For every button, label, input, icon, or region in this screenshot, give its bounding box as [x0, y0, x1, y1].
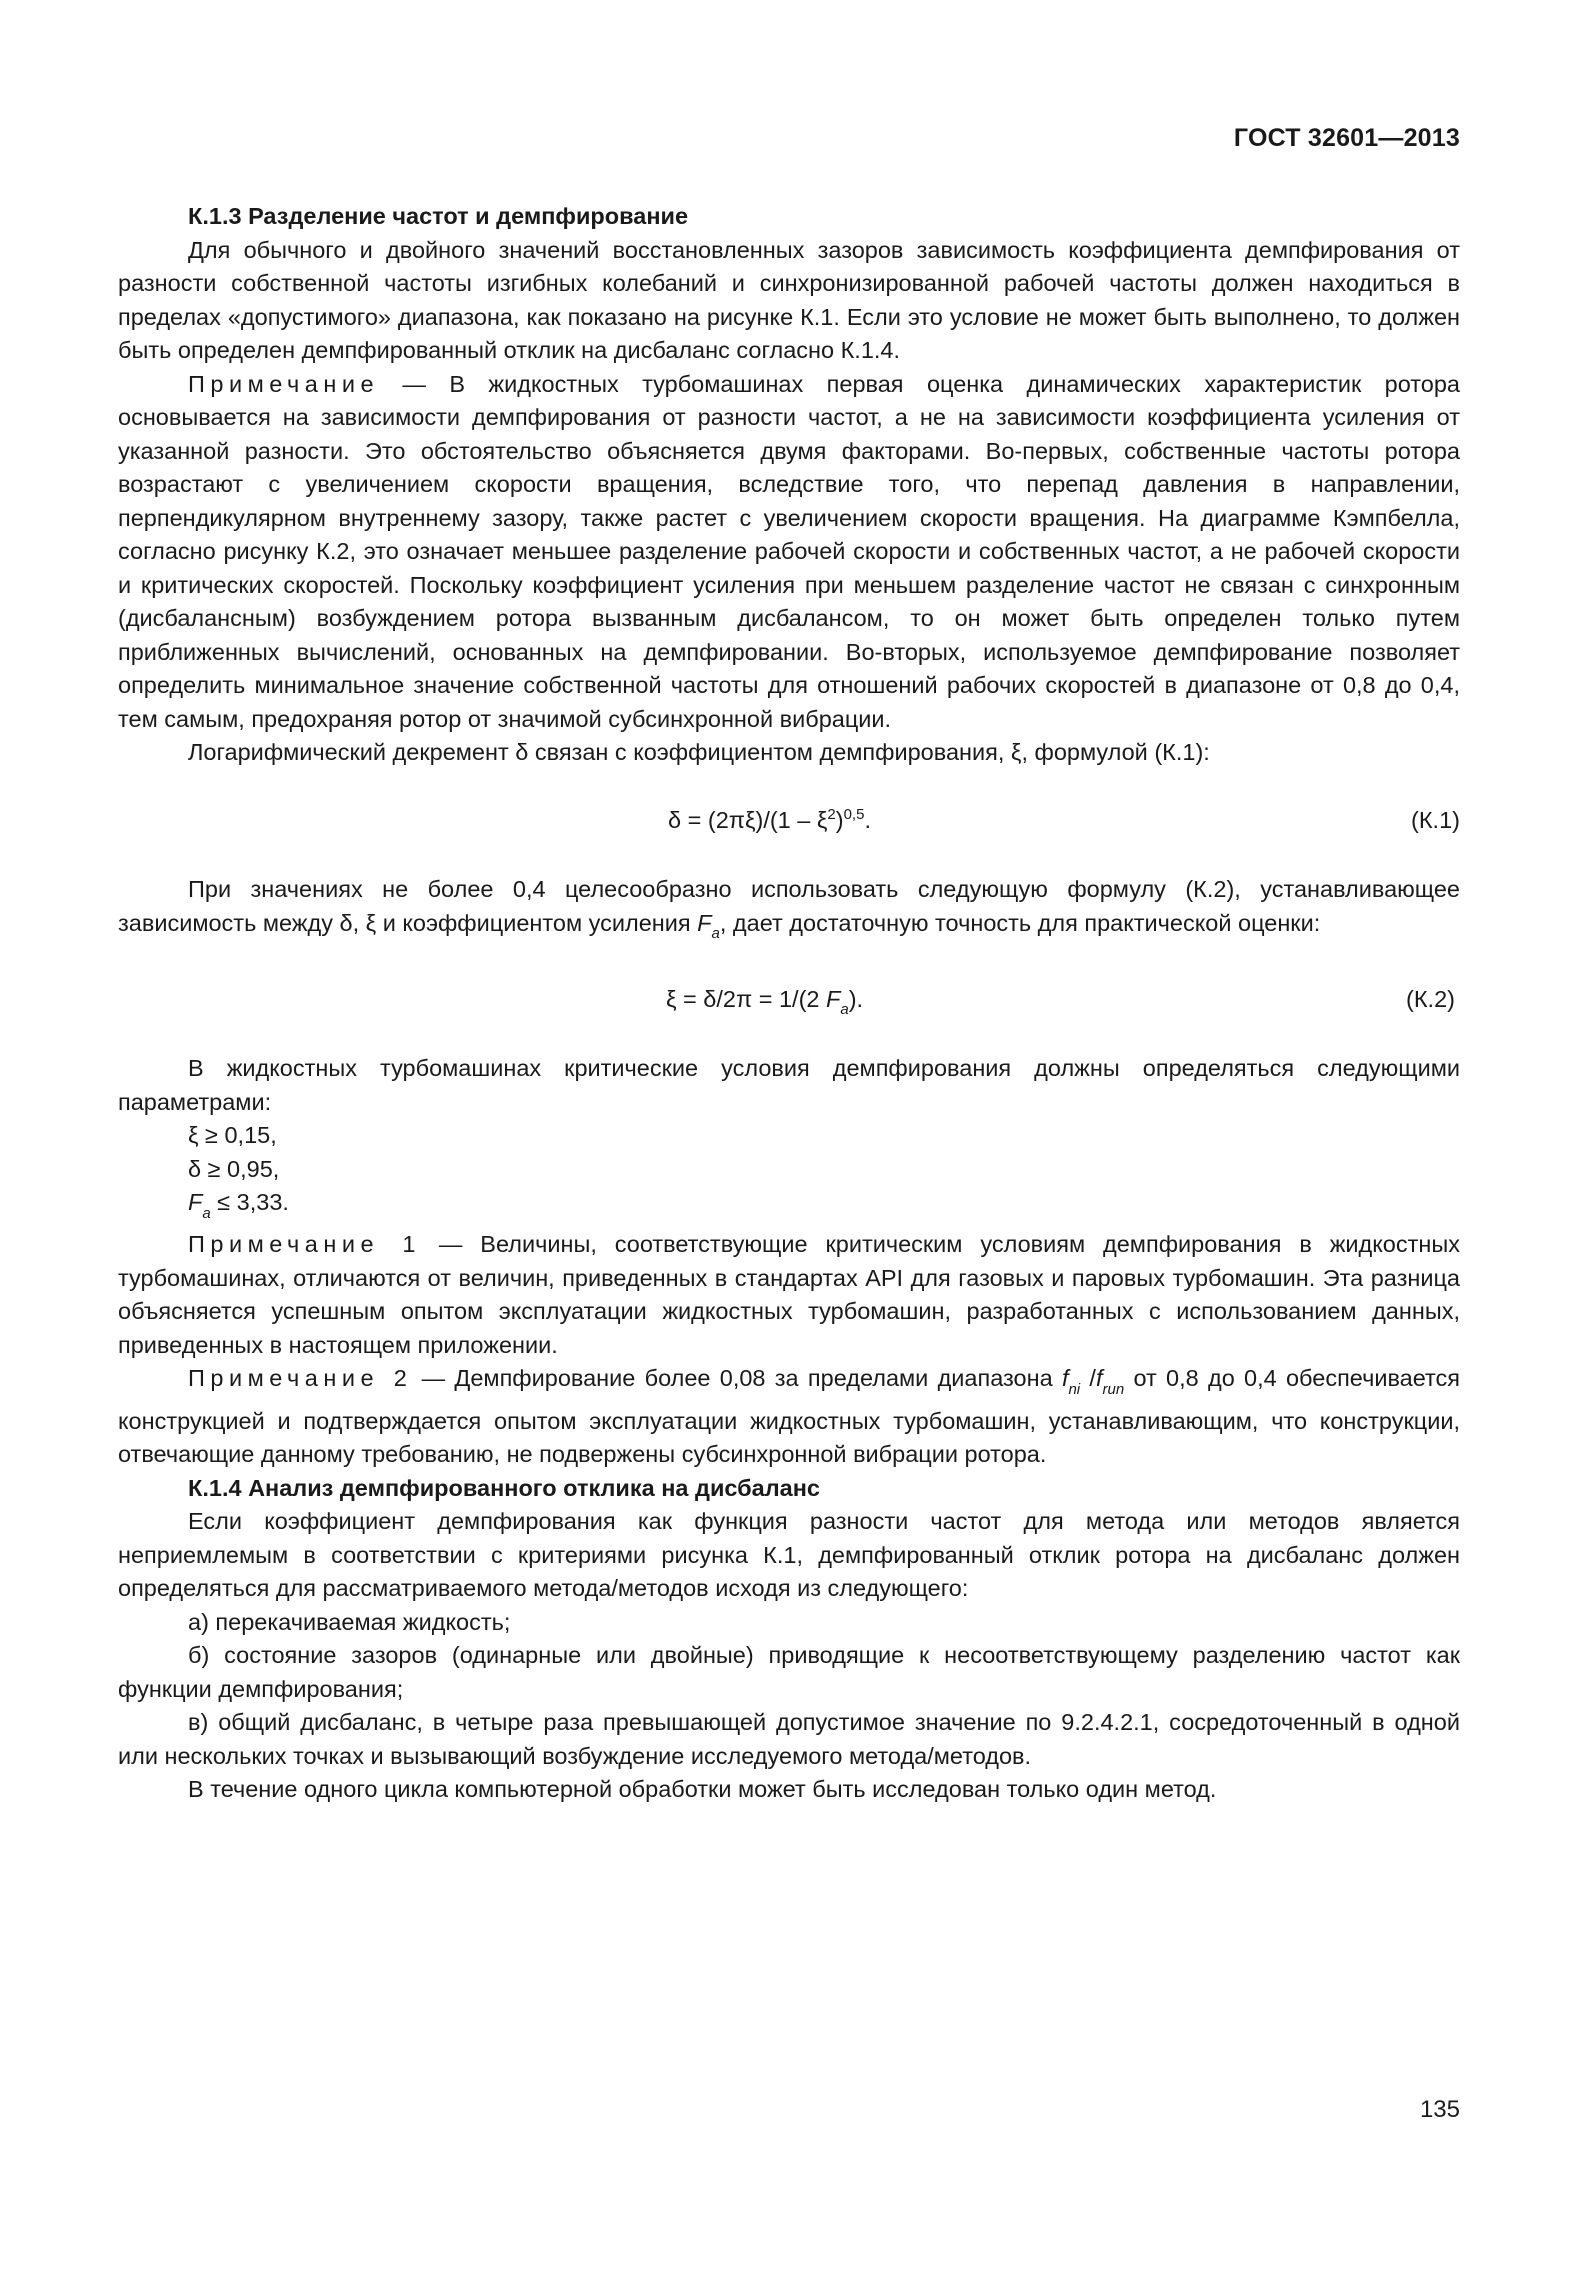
note-text: — В жидкостных турбомашинах первая оценка динамических характеристик ротора основывается на зависимости демпфирования от разности частот, а не на зависимости коэффициента усиления от указанной разности. Это обстоятельство объясняется двумя факторами. Во-первых, собственные частоты ротора возрастают с увеличением скорости вращения, вследствие того, что перепад давления в направлении, перпендикулярном внутреннему зазору, также растет с увеличением скорости вращения. На диаграмме Кэмпбелла, согласно рисунку К.2, это означает меньшее разделение рабочей скорости и собственных частот, а не рабочей скорости и критических скоростей. Поскольку коэффициент усиления при меньшем разделение частот не связан с синхронным (дисбалансным) возбуждением ротора вызванным дисбалансом, то он может быть определен только путем приближенных вычислений, основанных на демпфировании. Во-вторых, используемое демпфирование позволяет определить минимальное значение собственной частоты для отношений рабочих скоростей в диапазоне от 0,8 до 0,4, тем самым, предохраняя ротор от значимой субсинхронной вибрации.	[118, 370, 1460, 732]
note-2-label: Примечание 2	[188, 1365, 413, 1392]
page-body	[118, 200, 1460, 1807]
formula-k1	[118, 804, 1460, 838]
page-number: 135	[1419, 2096, 1460, 2123]
formula-k1-number: (К.1)	[1411, 806, 1460, 833]
paragraph: Если коэффициент демпфирования как функция разности частот для метода или методов является неприемлемым в соответствии с критериями рисунка К.1, демпфированный отклик ротора на дисбаланс должен определяться для рассматриваемого метода/методов исходя из следующего:	[118, 1508, 1460, 1602]
formula-k2	[118, 983, 1460, 1017]
note-2-paragraph: Примечание 2 — Демпфирование более 0,08 за пределами диапазона $f_{ni}$ $/f_{run}$ от 0,8 до 0,4 обеспечивается конструкцией и подтверждается опытом эксплуатации жидкостных турбомашин, устанавливающим, что конструкции, отвечающие данному требованию, не подвержены субсинхронной вибрации ротора.	[118, 1365, 1461, 1468]
condition-delta: δ ≥ 0,95,	[188, 1155, 280, 1182]
note-1-label: Примечание 1	[188, 1231, 421, 1258]
formula-k1-expression: $\delta = (2\pi\xi)/(1 - \xi^2)^{0,5}$.	[668, 805, 871, 833]
list-item-b: б) состояние зазоров (одинарные или двойные) приводящие к несоответствующему разделению частот как функции демпфирования;	[118, 1642, 1460, 1702]
note-1-paragraph: Примечание 1 — Величины, соответствующие критическим условиям демпфирования в жидкостных турбомашинах, отличаются от величин, приведенных в стандартах API для газовых и паровых турбомашин. Эта разница объясняется успешным опытом эксплуатации жидкостных турбомашин, разработанных с использованием данных, приведенных в настоящем приложении.	[118, 1231, 1461, 1358]
paragraph: При значениях не более 0,4 целесообразно использовать следующую формулу (К.2), устанавливающее зависимость между δ, ξ и коэффициентом усиления $F_a$, дает достаточную точность для практической оценки:	[118, 876, 1460, 943]
section-heading-k14: К.1.4 Анализ демпфированного отклика на дисбаланс	[188, 1474, 820, 1501]
note-paragraph	[118, 368, 1460, 737]
paragraph: В жидкостных турбомашинах критические условия демпфирования должны определяться следующими параметрами:	[118, 1055, 1460, 1115]
paragraph: Для обычного и двойного значений восстановленных зазоров зависимость коэффициента демпфирования от разности собственной частоты изгибных колебаний и синхронизированной рабочей частоты должен находиться в пределах «допустимого» диапазона, как показано на рисунке К.1. Если это условие не может быть выполнено, то должен быть определен демпфированный отклик на дисбаланс согласно К.1.4.	[118, 236, 1460, 363]
condition-fa: $F_a \le 3,33$.	[188, 1189, 289, 1222]
formula-k2-expression: ξ = δ/2π = 1/(2 $F_a$).	[666, 985, 864, 1019]
note-label: Примечание	[188, 370, 380, 397]
formula-k2-number: (К.2)	[1406, 985, 1455, 1012]
document-number: ГОСТ 32601—2013	[1233, 124, 1460, 152]
list-item-a: а) перекачиваемая жидкость;	[188, 1608, 511, 1635]
list-item-c: в) общий дисбаланс, в четыре раза превышающей допустимое значение по 9.2.4.2.1, сосредоточенный в одной или нескольких точках и вызывающий возбуждение исследуемого метода/методов.	[118, 1709, 1460, 1769]
paragraph: Логарифмический декремент δ связан с коэффициентом демпфирования, ξ, формулой (К.1):	[188, 739, 1210, 765]
final-paragraph: В течение одного цикла компьютерной обработки может быть исследован только один метод.	[188, 1776, 1217, 1803]
condition-xi: ξ ≥ 0,15,	[188, 1122, 277, 1149]
section-heading-k13: К.1.3 Разделение частот и демпфирование	[188, 203, 689, 229]
